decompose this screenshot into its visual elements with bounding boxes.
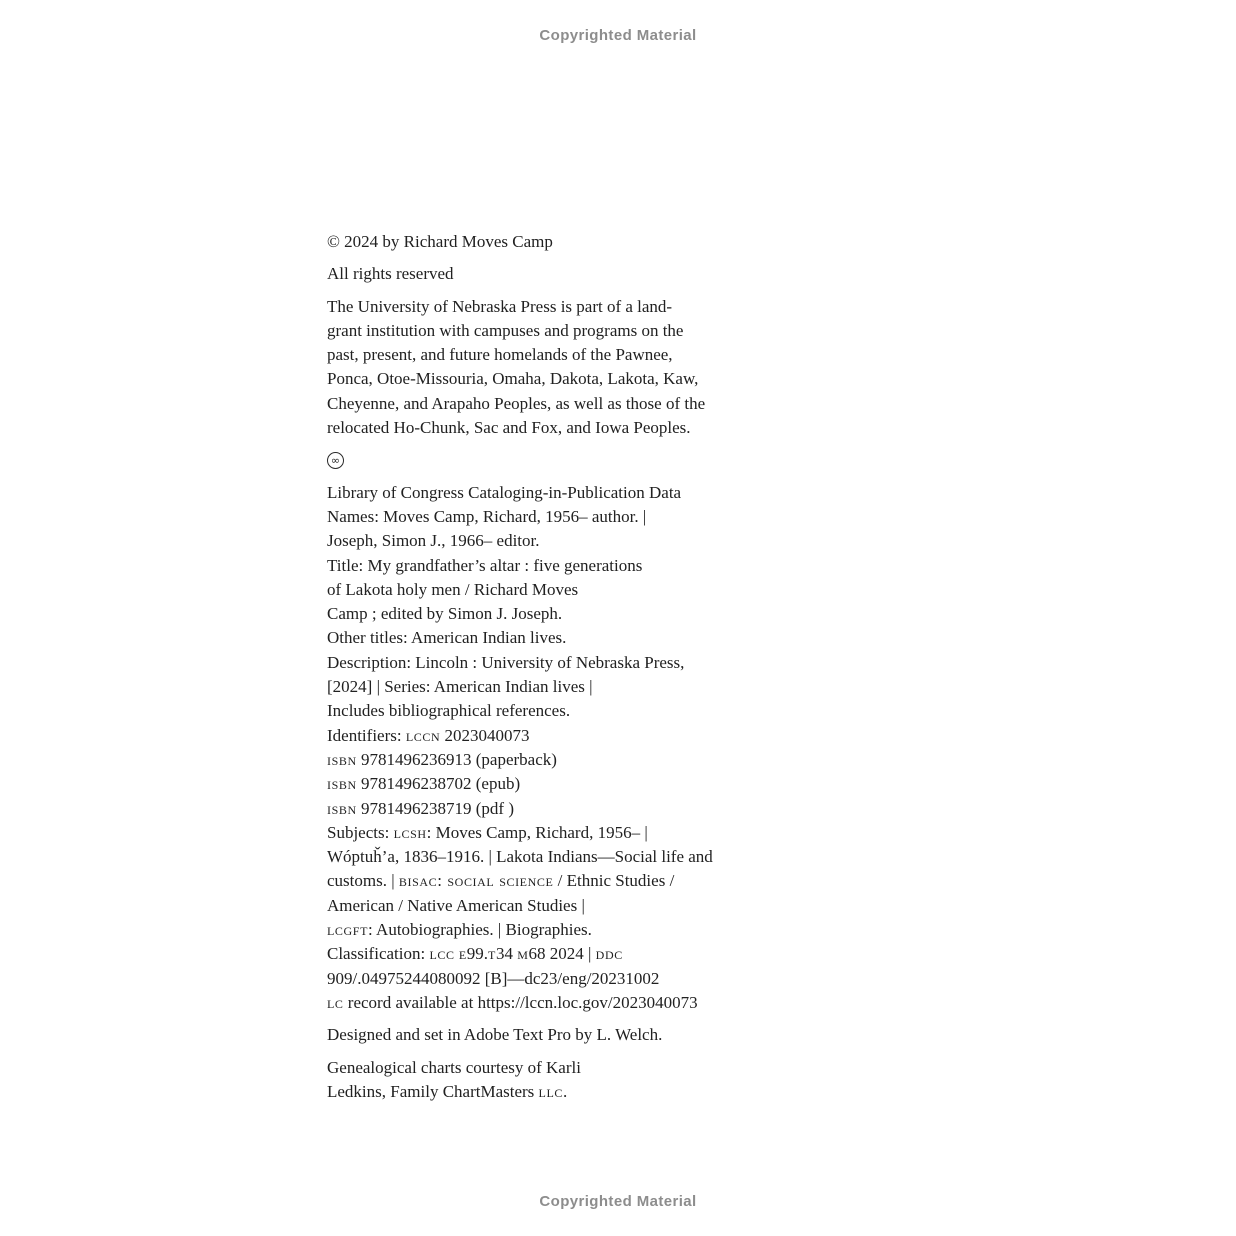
- text-segment: 909/.04975244080092 [B]—dc23/eng/20231002: [327, 968, 660, 988]
- text-segment: / Ethnic Studies /: [553, 871, 675, 891]
- small-caps-text: llc: [538, 1081, 563, 1101]
- text-line: [327, 967, 767, 991]
- text-segment: 9781496238719 (pdf ): [356, 798, 514, 818]
- text-line: [327, 675, 767, 699]
- text-segment: record available at https://lccn.loc.gov/2023040073: [343, 992, 698, 1012]
- cataloging-in-publication-data: [327, 481, 767, 1016]
- text-segment: Names: Moves Camp, Richard, 1956– author. |: [327, 506, 647, 526]
- text-line: [327, 821, 767, 845]
- land-acknowledgment: [327, 295, 767, 441]
- small-caps-text: lccn: [405, 725, 441, 745]
- text-segment: of Lakota holy men / Richard Moves: [327, 579, 579, 599]
- text-line: [327, 1056, 767, 1080]
- text-segment: 68 2024 |: [528, 944, 596, 964]
- text-line: [327, 748, 767, 772]
- text-segment: Camp ; edited by Simon J. Joseph.: [327, 604, 563, 624]
- small-caps-text: ddc: [595, 944, 623, 964]
- text-line: [327, 869, 767, 893]
- rights-line: [327, 262, 767, 286]
- small-caps-text: e: [458, 944, 467, 964]
- text-segment: Title: My grandfather’s altar : five generations: [327, 555, 643, 575]
- text-segment: Joseph, Simon J., 1966– editor.: [327, 531, 540, 551]
- text-line: [327, 699, 767, 723]
- small-caps-text: t: [488, 944, 496, 964]
- text-segment: 9781496236913 (paperback): [356, 749, 557, 769]
- text-line: [327, 481, 767, 505]
- text-line: [327, 416, 767, 440]
- text-line: [327, 602, 767, 626]
- text-segment: 9781496238702 (epub): [356, 774, 521, 794]
- copyrighted-material-footer: Copyrighted Material: [539, 1193, 697, 1210]
- copyrighted-material-header: Copyrighted Material: [539, 27, 697, 44]
- text-segment: 99.: [466, 944, 489, 964]
- small-caps-text: isbn: [327, 798, 357, 818]
- text-segment: .: [563, 1081, 568, 1101]
- permanent-paper-symbol: [327, 448, 767, 472]
- text-line: [327, 529, 767, 553]
- small-caps-text: lcc: [429, 944, 455, 964]
- text-segment: Genealogical charts courtesy of Karli: [327, 1057, 581, 1077]
- text-line: [327, 1023, 767, 1047]
- text-segment: All rights reserved: [327, 264, 454, 284]
- text-line: [327, 626, 767, 650]
- text-segment: Library of Congress Cataloging-in-Publication Data: [327, 482, 682, 502]
- text-segment: Classification:: [327, 944, 430, 964]
- text-segment: Ponca, Otoe-Missouria, Omaha, Dakota, Lakota, Kaw,: [327, 369, 699, 389]
- text-segment: Description: Lincoln : University of Nebraska Press,: [327, 652, 685, 672]
- small-caps-text: lcsh: [393, 822, 427, 842]
- text-line: [327, 845, 767, 869]
- text-segment: Subjects:: [327, 822, 394, 842]
- text-line: [327, 367, 767, 391]
- text-segment: American / Native American Studies |: [327, 895, 585, 915]
- text-line: [327, 319, 767, 343]
- text-segment: The University of Nebraska Press is part of a land-: [327, 296, 673, 316]
- text-line: [327, 942, 767, 966]
- text-segment: grant institution with campuses and programs on the: [327, 320, 684, 340]
- copyright-text-block: [327, 230, 767, 1104]
- design-credit: [327, 1023, 767, 1047]
- text-line: [327, 230, 767, 254]
- text-line: [327, 772, 767, 796]
- charts-credit: [327, 1056, 767, 1105]
- text-segment: past, present, and future homelands of the Pawnee,: [327, 345, 673, 365]
- small-caps-text: isbn: [327, 774, 357, 794]
- small-caps-text: m: [517, 944, 529, 964]
- text-line: [327, 651, 767, 675]
- text-segment: Designed and set in Adobe Text Pro by L. Welch.: [327, 1025, 663, 1045]
- text-segment: Ledkins, Family ChartMasters: [327, 1081, 539, 1101]
- text-line: [327, 343, 767, 367]
- text-segment: relocated Ho-Chunk, Sac and Fox, and Iowa Peoples.: [327, 418, 691, 438]
- text-line: [327, 392, 767, 416]
- text-line: [327, 918, 767, 942]
- text-segment: : Autobiographies. | Biographies.: [368, 920, 592, 940]
- small-caps-text: lc: [327, 992, 344, 1012]
- text-segment: Cheyenne, and Arapaho Peoples, as well as those of the: [327, 393, 706, 413]
- text-line: [327, 295, 767, 319]
- text-segment: Other titles: American Indian lives.: [327, 628, 567, 648]
- infinity-paper-icon: ∞: [327, 452, 344, 469]
- text-line: [327, 578, 767, 602]
- text-line: [327, 554, 767, 578]
- text-segment: [2024] | Series: American Indian lives |: [327, 677, 593, 697]
- small-caps-text: bisac: social science: [398, 871, 554, 891]
- text-segment: 34: [495, 944, 518, 964]
- text-line: [327, 797, 767, 821]
- text-line: [327, 894, 767, 918]
- text-line: [327, 991, 767, 1015]
- text-segment: 2023040073: [440, 725, 530, 745]
- text-segment: © 2024 by Richard Moves Camp: [327, 232, 553, 251]
- text-segment: Identifiers:: [327, 725, 406, 745]
- small-caps-text: lcgft: [327, 920, 369, 940]
- text-segment: customs. |: [327, 871, 399, 891]
- small-caps-text: isbn: [327, 749, 357, 769]
- text-line: [327, 1080, 767, 1104]
- text-line: [327, 262, 767, 286]
- text-segment: Includes bibliographical references.: [327, 701, 571, 721]
- text-line: [327, 724, 767, 748]
- copyright-line: [327, 230, 767, 254]
- text-line: [327, 505, 767, 529]
- text-segment: : Moves Camp, Richard, 1956– |: [426, 822, 648, 842]
- text-segment: Wóptuȟ’a, 1836–1916. | Lakota Indians—Social life and: [327, 847, 713, 867]
